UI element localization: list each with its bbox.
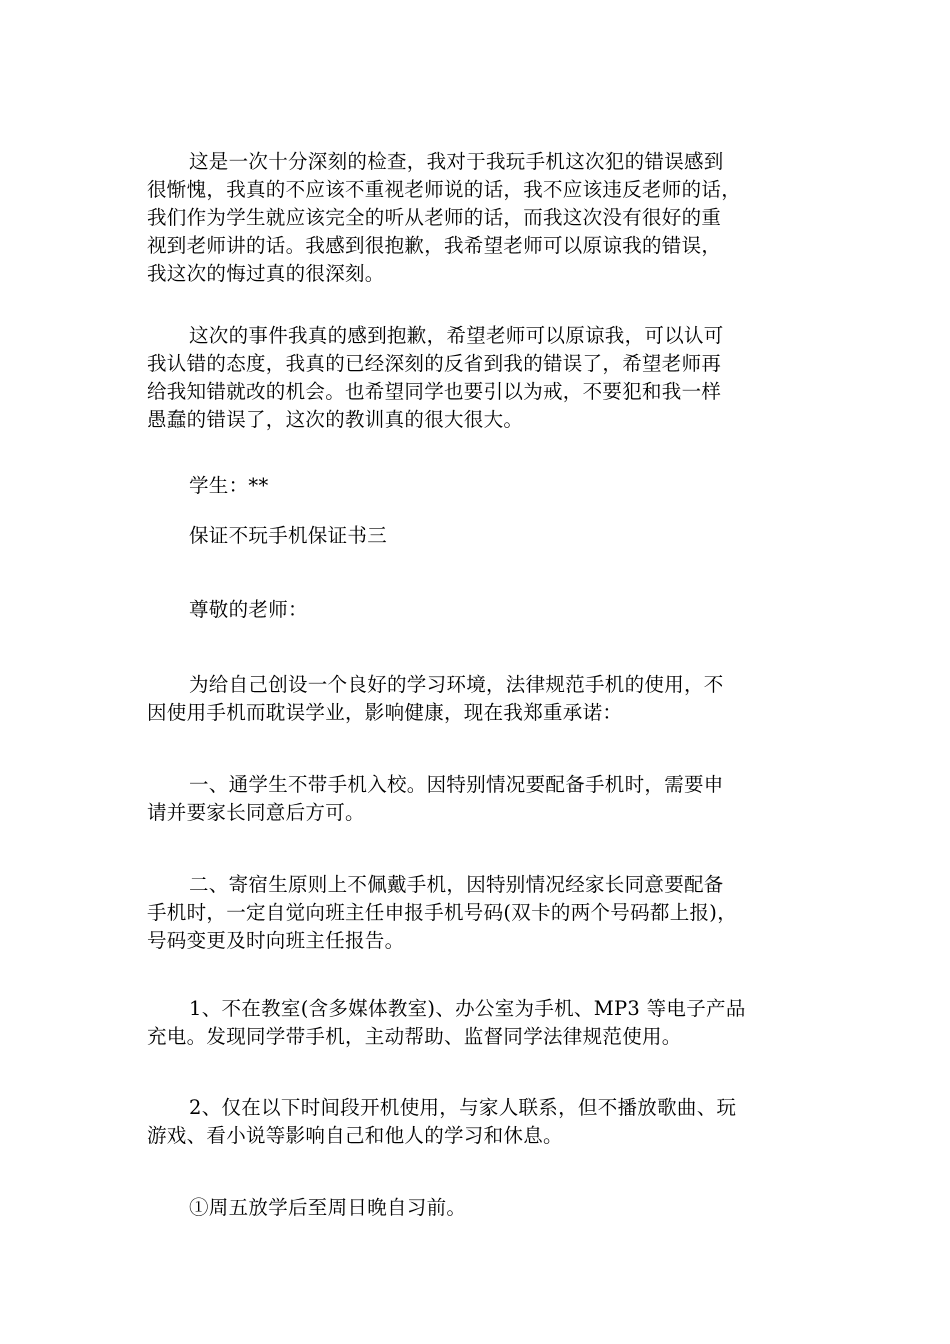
- text-line: 手机时，一定自觉向班主任申报手机号码(双卡的两个号码都上报)，: [147, 901, 738, 924]
- text-line: 尊敬的老师：: [189, 598, 308, 621]
- paragraph-apology: [147, 322, 812, 434]
- text-line: 1、不在教室(含多媒体教室)、办公室为手机、MP3 等电子产品: [189, 997, 746, 1020]
- text-line: 这是一次十分深刻的检查，我对于我玩手机这次犯的错误感到: [189, 150, 724, 173]
- text-line: 我这次的悔过真的很深刻。: [147, 262, 385, 285]
- paragraph-inspection: [147, 148, 812, 288]
- text-line: 学生：**: [189, 474, 269, 497]
- text-line: 游戏、看小说等影响自己和他人的学习和休息。: [147, 1124, 563, 1147]
- text-line: 保证不玩手机保证书三: [189, 524, 388, 547]
- paragraph-item-2: [147, 1094, 812, 1150]
- text-line: 一、通学生不带手机入校。因特别情况要配备手机时，需要申: [189, 773, 724, 796]
- salutation: [147, 596, 812, 624]
- text-line: 二、寄宿生原则上不佩戴手机，因特别情况经家长同意要配备: [189, 873, 724, 896]
- paragraph-item-1: [147, 995, 812, 1051]
- paragraph-rule-one: [147, 771, 812, 827]
- text-line: 很惭愧，我真的不应该不重视老师说的话，我不应该违反老师的话，: [147, 178, 742, 201]
- text-line: 充电。发现同学带手机，主动帮助、监督同学法律规范使用。: [147, 1025, 682, 1048]
- text-line: 这次的事件我真的感到抱歉，希望老师可以原谅我，可以认可: [189, 324, 724, 347]
- paragraph-pledge-intro: [147, 671, 812, 727]
- text-line: 请并要家长同意后方可。: [147, 801, 365, 824]
- text-line: 为给自己创设一个良好的学习环境，法律规范手机的使用，不: [189, 673, 724, 696]
- text-line: 我们作为学生就应该完全的听从老师的话，而我这次没有很好的重: [147, 206, 722, 229]
- student-signature: [147, 472, 812, 500]
- text-line: 我认错的态度，我真的已经深刻的反省到我的错误了，希望老师再: [147, 352, 722, 375]
- text-line: 给我知错就改的机会。也希望同学也要引以为戒，不要犯和我一样: [147, 380, 722, 403]
- text-line: 号码变更及时向班主任报告。: [147, 929, 405, 952]
- text-line: 因使用手机而耽误学业，影响健康，现在我郑重承诺：: [147, 701, 623, 724]
- paragraph-subitem-1: [147, 1194, 812, 1222]
- paragraph-rule-two: [147, 871, 812, 955]
- text-line: 视到老师讲的话。我感到很抱歉，我希望老师可以原谅我的错误，: [147, 234, 722, 257]
- text-line: 2、仅在以下时间段开机使用，与家人联系，但不播放歌曲、玩: [189, 1096, 737, 1119]
- text-line: ①周五放学后至周日晚自习前。: [189, 1196, 467, 1219]
- section-title: [147, 522, 812, 550]
- text-line: 愚蠢的错误了，这次的教训真的很大很大。: [147, 408, 524, 431]
